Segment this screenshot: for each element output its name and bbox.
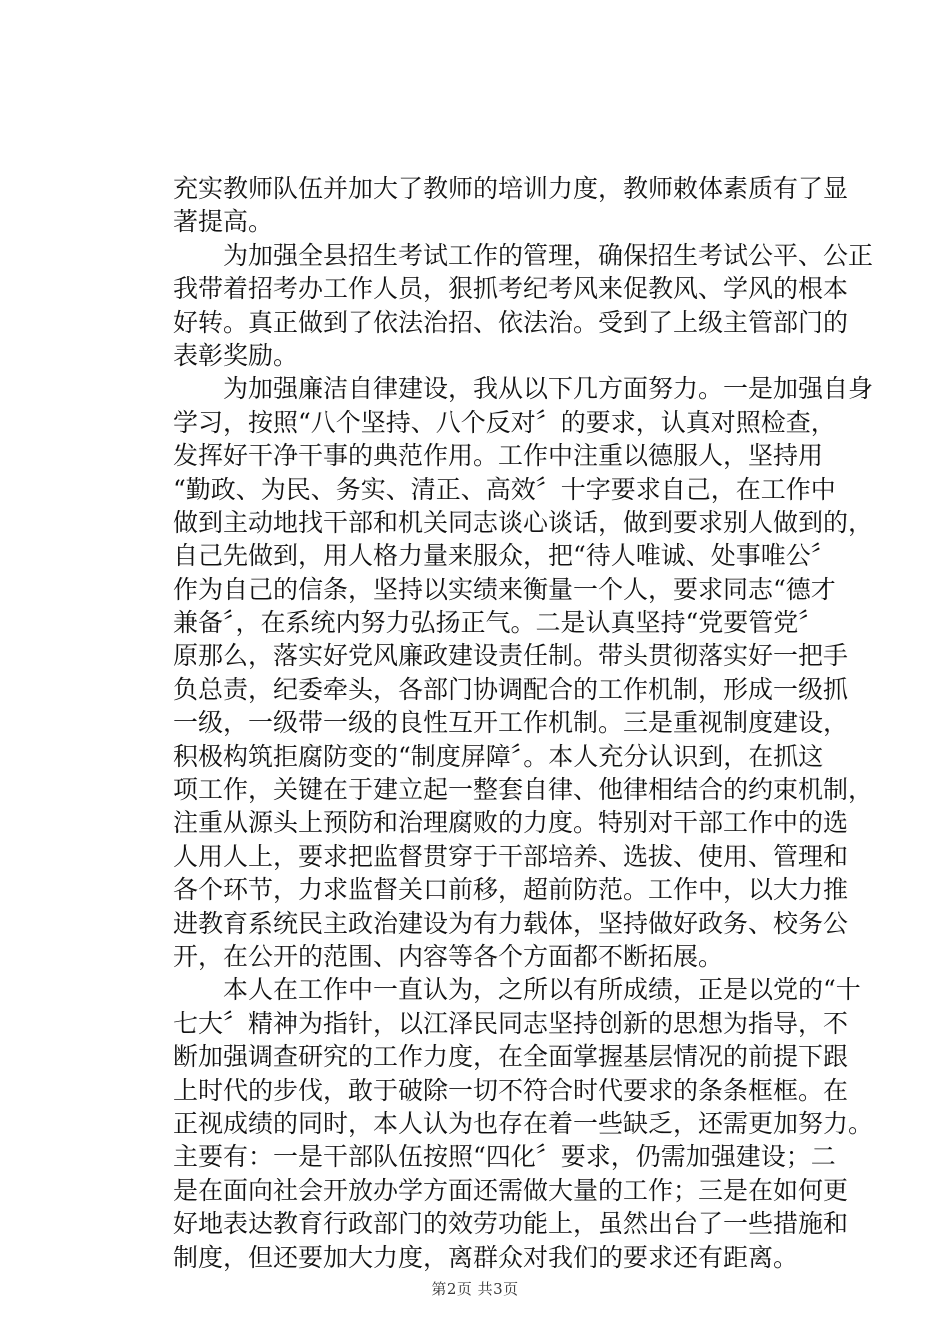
text-line: 上时代的步伐，敢于破除一切不符合时代要求的条条框框。在 bbox=[173, 1075, 849, 1105]
text-line: 断加强调查研究的工作力度，在全面掌握基层情况的前提下跟 bbox=[173, 1042, 849, 1072]
text-line: 人用人上，要求把监督贯穿于干部培养、选拔、使用、管理和 bbox=[173, 841, 849, 871]
text-line: 项工作，关键在于建立起一整套自律、他律相结合的约束机制， bbox=[173, 775, 874, 805]
text-line: 充实教师队伍并加大了教师的培训力度，教师敕体素质有了显 bbox=[173, 174, 849, 203]
text-line: 一级，一级带一级的良性互开工作机制。三是重视制度建设， bbox=[173, 708, 849, 738]
text-line: 著提高。 bbox=[173, 207, 274, 237]
text-line: 开，在公开的范围、内容等各个方面都不断拓展。 bbox=[173, 941, 724, 971]
text-line: 正视成绩的同时，本人认为也存在着一些缺乏，还需更加努力。 bbox=[173, 1108, 874, 1138]
text-line: 自己先做到，用人格力量来服众，把“待人唯诚、处事唯公〞 bbox=[173, 541, 836, 571]
text-line: 作为自己的信条，坚持以实绩来衡量一个人，要求同志“德才 bbox=[173, 574, 836, 604]
text-line: 做到主动地找干部和机关同志谈心谈话，做到要求别人做到的， bbox=[173, 507, 874, 537]
text-line: 为加强全县招生考试工作的管理，确保招生考试公平、公正 bbox=[173, 240, 874, 270]
text-line: 表彰奖励。 bbox=[173, 340, 299, 370]
text-line: 负总责，纪委牵头，各部门协调配合的工作机制，形成一级抓 bbox=[173, 674, 849, 704]
text-line: 各个环节，力求监督关口前移，超前防范。工作中，以大力推 bbox=[173, 875, 849, 905]
text-line: “勤政、为民、务实、清正、高效〞十字要求自己，在工作中 bbox=[173, 474, 836, 504]
text-line: 好地表达教育行政部门的效劳功能上，虽然出台了一些措施和 bbox=[173, 1209, 849, 1239]
page-footer: 第2页 共3页 bbox=[431, 1280, 519, 1298]
text-line: 兼备〞，在系统内努力弘扬正气。二是认真坚持“党要管党〞 bbox=[173, 608, 824, 638]
text-line: 本人在工作中一直认为，之所以有所成绩，正是以党的“十 bbox=[173, 975, 861, 1005]
text-line: 发挥好干净干事的典范作用。工作中注重以德服人，坚持用 bbox=[173, 441, 824, 471]
document-body bbox=[173, 172, 874, 1274]
text-line: 注重从源头上预防和治理腐败的力度。特别对干部工作中的选 bbox=[173, 808, 849, 838]
text-line: 是在面向社会开放办学方面还需做大量的工作；三是在如何更 bbox=[173, 1175, 849, 1205]
text-line: 积极构筑拒腐防变的“制度屏障〞。本人充分认识到，在抓这 bbox=[173, 741, 824, 771]
text-line: 主要有：一是干部队伍按照“四化〞要求，仍需加强建设；二 bbox=[173, 1142, 836, 1172]
text-line: 进教育系统民主政治建设为有力载体，坚持做好政务、校务公 bbox=[173, 908, 849, 938]
text-line: 制度，但还要加大力度，离群众对我们的要求还有距离。 bbox=[173, 1242, 799, 1272]
text-line: 原那么，落实好党风廉政建设责任制。带头贯彻落实好一把手 bbox=[173, 641, 849, 671]
text-line: 学习，按照“八个坚持、八个反对〞的要求，认真对照检查， bbox=[173, 407, 836, 437]
text-line: 七大〞精神为指针，以江泽民同志坚持创新的思想为指导，不 bbox=[173, 1008, 849, 1038]
text-line: 我带着招考办工作人员，狠抓考纪考风来促教风、学风的根本 bbox=[173, 274, 849, 304]
text-line: 为加强廉洁自律建设，我从以下几方面努力。一是加强自身 bbox=[173, 374, 874, 404]
text-line: 好转。真正做到了依法治招、依法治。受到了上级主管部门的 bbox=[173, 307, 849, 337]
